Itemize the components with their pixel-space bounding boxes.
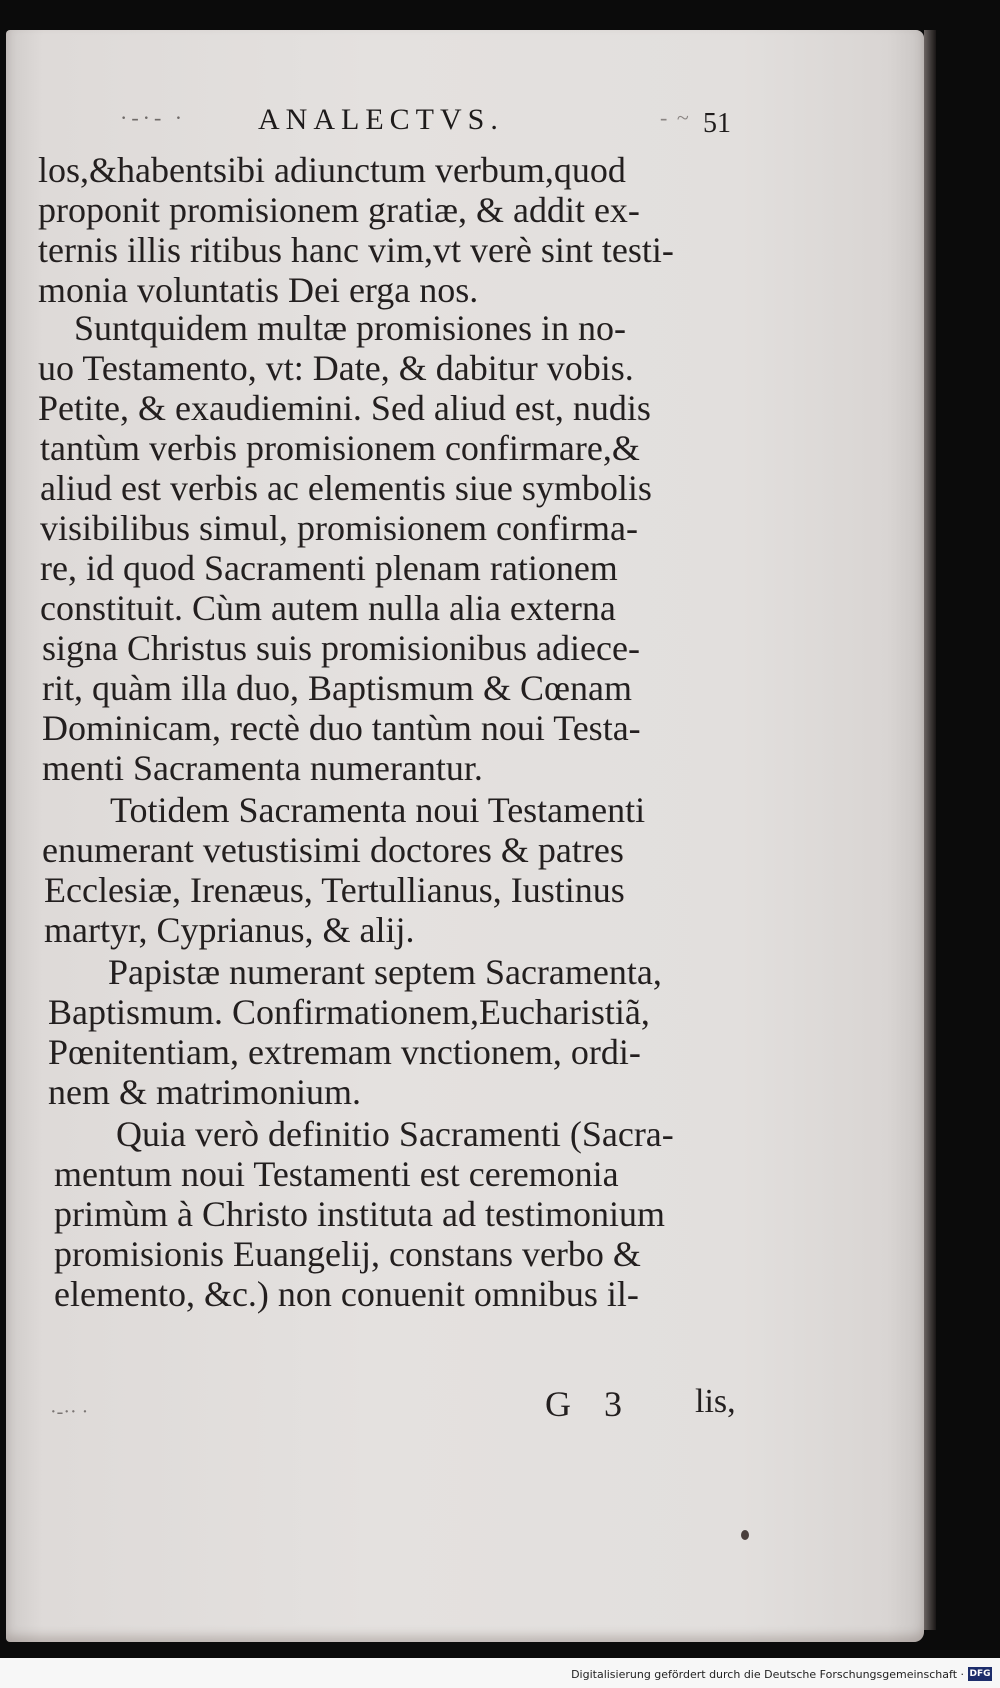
text-line: ternis illis ritibus hanc vim,vt verè sint testi- [38,230,674,270]
text-line: promisionis Euangelij, constans verbo & [54,1234,641,1274]
text-line: rit, quàm illa duo, Baptismum & Cœnam [42,668,632,708]
text-line: nem & matrimonium. [48,1072,361,1112]
text-line: mentum noui Testamenti est ceremonia [54,1154,619,1194]
text-line: aliud est verbis ac elementis siue symbolis [40,468,652,508]
text-line: los,&habentsibi adiunctum verbum,quod [38,150,626,190]
page-number: 51 [703,108,731,139]
credit-bar [0,1664,1000,1688]
text-line: constituit. Cùm autem nulla alia externa [40,588,616,628]
page-footer [0,1383,1000,1429]
text-line: Pœnitentiam, extremam vnctionem, ordi- [48,1032,641,1072]
header-right-marks: - ~ [660,105,691,130]
catchword: lis, [695,1383,736,1420]
text-line: Papistæ numerant septem Sacramenta, [108,952,662,992]
running-title: ANALECTVS. [258,103,504,136]
text-line: signa Christus suis promisionibus adiece- [42,628,640,668]
text-line: primùm à Christo instituta ad testimonium [54,1194,665,1234]
text-line: Totidem Sacramenta noui Testamenti [110,790,646,830]
text-line: monia voluntatis Dei erga nos. [38,270,479,310]
ink-spot [741,1530,749,1540]
text-line: Petite, & exaudiemini. Sed aliud est, nudis [38,388,651,428]
text-line: enumerant vetustisimi doctores & patres [42,830,624,870]
text-line: Suntquidem multæ promisiones in no- [74,308,627,348]
page-header [120,103,750,139]
text-line: menti Sacramenta numerantur. [42,748,483,788]
text-line: Ecclesiæ, Irenæus, Tertullianus, Iustinus [44,870,625,910]
text-line: uo Testamento, vt: Date, & dabitur vobis. [38,348,634,388]
header-left-marks: ·-·- · [120,105,187,130]
text-line: Dominicam, rectè duo tantùm noui Testa- [42,708,641,748]
signature-mark: G 3 [545,1384,634,1424]
credit-text: Digitalisierung gefördert durch die Deutsche Forschungsgemeinschaft · [571,1668,964,1681]
text-line: tantùm verbis promisionem confirmare,& [40,428,640,468]
text-line: Baptismum. Confirmationem,Eucharistiã, [48,992,650,1032]
text-line: proponit promisionem gratiæ, & addit ex- [38,190,640,230]
text-line: re, id quod Sacramenti plenam rationem [40,548,618,588]
text-line: Quia verò definitio Sacramenti (Sacra- [116,1114,674,1154]
dfg-logo[interactable]: DFG [969,1669,991,1679]
footer-left-marks: ·-·· · [50,1401,89,1423]
text-line: visibilibus simul, promisionem confirma- [40,508,638,548]
text-line: elemento, &c.) non conuenit omnibus il- [54,1274,639,1314]
text-line: martyr, Cyprianus, & alij. [44,910,415,950]
